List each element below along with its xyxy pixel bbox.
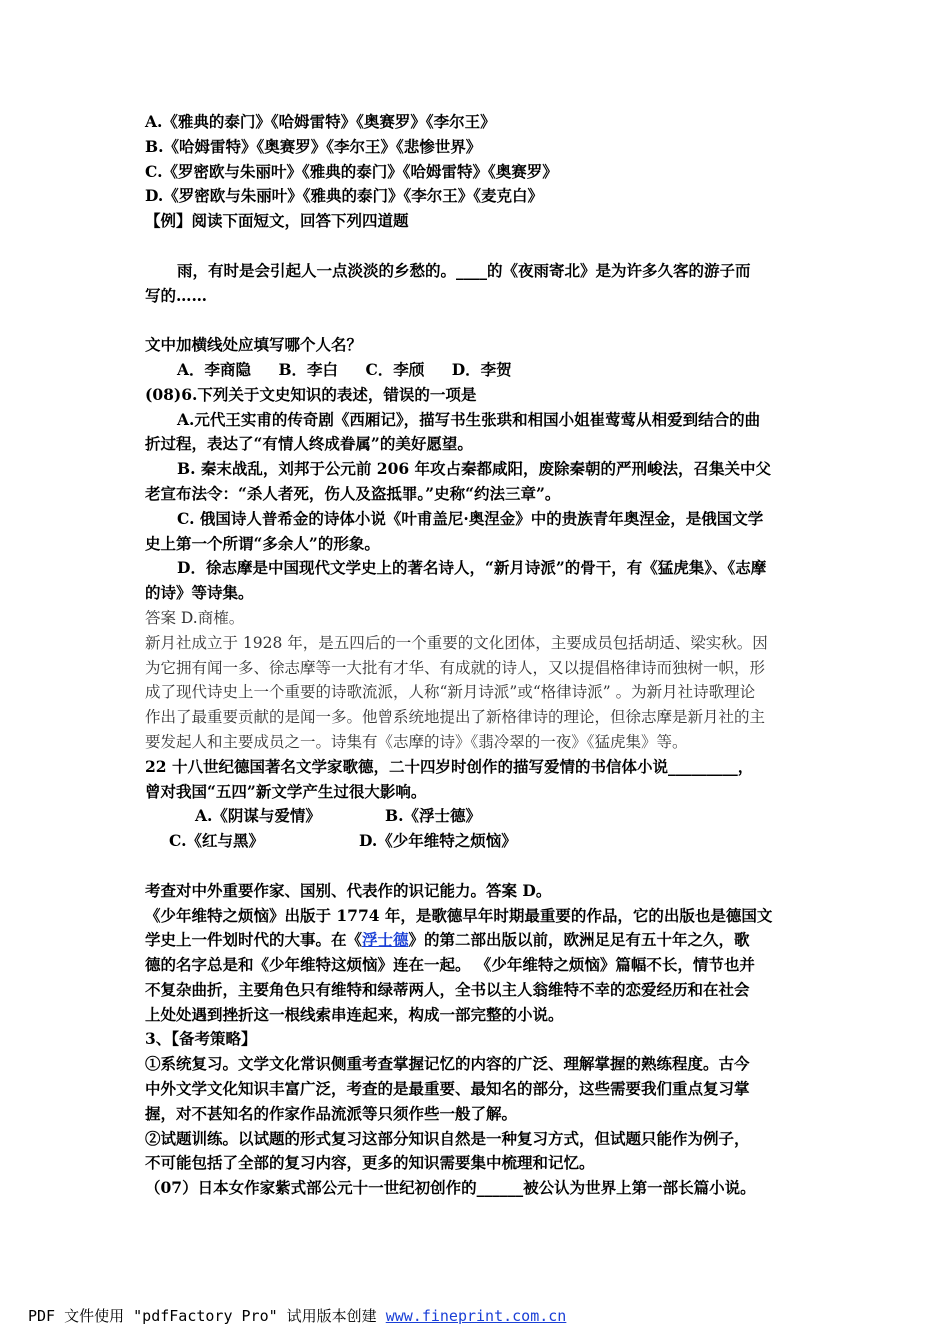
option-b-line: 老宣布法令：“杀人者死，伤人及盗抵罪。”史称“约法三章”。 — [145, 483, 561, 503]
strategy-line: 中外文学文化知识丰富广泛，考查的是最重要、最知名的部分，这些需要我们重点复习掌 — [145, 1079, 750, 1099]
options-row — [145, 829, 810, 854]
question-stem: 22 十八世纪德国著名文学家歌德，二十四岁时创作的描写爱情的书信体小说_________， — [145, 756, 754, 776]
example-heading: 【例】阅读下面短文，回答下列四道题 — [145, 211, 409, 231]
option-b-line: B. 秦末战乱，刘邦于公元前 206 年攻占秦都咸阳，废除秦朝的严刑峻法，召集关中父 — [177, 459, 772, 479]
option-d: D．李贺 — [451, 359, 512, 379]
option-b: B.《浮士德》 — [385, 806, 481, 826]
question-options — [145, 358, 810, 383]
pdf-footer — [28, 1305, 566, 1326]
option-d: D.《罗密欧与朱丽叶》《雅典的泰门》《李尔王》《麦克白》 — [145, 186, 544, 206]
strategy-line: ②试题训练。以试题的形式复习这部分知识自然是一种复习方式，但试题只能作为例子， — [145, 1128, 750, 1148]
option-d: D.《少年维特之烦恼》 — [359, 831, 517, 851]
explanation-line — [145, 928, 810, 953]
explanation-line: 不复杂曲折，主要角色只有维特和绿蒂两人，全书以主人翁维特不幸的恋爱经历和在社会 — [145, 979, 750, 999]
option-d-line: D．徐志摩是中国现代文学史上的著名诗人，“新月诗派”的骨干，有《猛虎集》、《志摩 — [177, 558, 767, 578]
explanation-line: 成了现代诗史上一个重要的诗歌流派，人称“新月诗派”或“格律诗派” 。为新月社诗歌理论 — [145, 683, 756, 702]
answer-line: 考查对中外重要作家、国别、代表作的识记能力。答案 D。 — [145, 880, 552, 900]
option-a: A．李商隐 — [177, 359, 252, 379]
footer-link[interactable]: www.fineprint.com.cn — [385, 1307, 567, 1325]
explanation-line: 要发起人和主要成员之一。诗集有《志摩的诗》《翡冷翠的一夜》《猛虎集》等。 — [145, 732, 688, 751]
option-a-line: 折过程，表达了“有情人终成眷属”的美好愿望。 — [145, 434, 473, 454]
option-d-line: 的诗》等诗集。 — [145, 583, 254, 603]
option-b: B.《哈姆雷特》《奥赛罗》《李尔王》《悲惨世界》 — [145, 136, 482, 156]
option-a: A.《阴谋与爱情》 — [195, 806, 321, 826]
question-stem: (08)6.下列关于文史知识的表述，错误的一项是 — [145, 384, 477, 404]
text-span: 》的第二部出版以前，欧洲足足有五十年之久，歌 — [408, 930, 750, 950]
option-c: C.《罗密欧与朱丽叶》《雅典的泰门》《哈姆雷特》《奥赛罗》 — [145, 161, 558, 181]
option-c: C.《红与黑》 — [169, 831, 264, 851]
passage-line: 写的…… — [145, 285, 208, 305]
option-a: A.《雅典的泰门》《哈姆雷特》《奥赛罗》《李尔王》 — [145, 112, 496, 131]
footer-text: PDF 文件使用 "pdfFactory Pro" 试用版本创建 — [28, 1307, 386, 1325]
explanation-line: 《少年维特之烦恼》出版于 1774 年，是歌德早年时期最重要的作品，它的出版也是德国文 — [145, 905, 773, 925]
options-row — [145, 804, 810, 829]
strategy-line: 不可能包括了全部的复习内容，更多的知识需要集中梳理和记忆。 — [145, 1153, 595, 1173]
option-b: B．李白 — [278, 359, 339, 379]
explanation-line: 为它拥有闻一多、徐志摩等一大批有才华、有成就的诗人，又以提倡格律诗而独树一帜，形 — [145, 658, 766, 677]
explanation-line: 新月社成立于 1928 年，是五四后的一个重要的文化团体，主要成员包括胡适、梁实秋。因 — [145, 633, 768, 652]
option-c-line: C. 俄国诗人普希金的诗体小说《叶甫盖尼·奥涅金》中的贵族青年奥涅金，是俄国文学 — [177, 508, 764, 528]
answer-line: 答案 D.商榷。 — [145, 608, 245, 627]
strategy-line: 握，对不甚知名的作家作品流派等只须作些一般了解。 — [145, 1103, 518, 1123]
option-c-line: 史上第一个所谓“多余人”的形象。 — [145, 533, 380, 553]
option-a-line: A.元代王实甫的传奇剧《西厢记》，描写书生张珙和相国小姐崔莺莺从相爱到结合的曲 — [177, 409, 761, 429]
question-stem: 文中加横线处应填写哪个人名？ — [145, 335, 363, 355]
explanation-line: 德的名字总是和《少年维特这烦恼》连在一起。 《少年维特之烦恼》篇幅不长，情节也并 — [145, 955, 755, 975]
passage-line: 雨，有时是会引起人一点淡淡的乡愁的。____的《夜雨寄北》是为许多久客的游子而 — [177, 260, 751, 280]
option-c: C．李颀 — [365, 359, 425, 379]
question-stem: 曾对我国“五四”新文学产生过很大影响。 — [145, 781, 427, 801]
explanation-line: 上处处遇到挫折这一根线索串连起来，构成一部完整的小说。 — [145, 1004, 564, 1024]
document-page — [145, 110, 810, 1201]
strategy-heading: 3、【备考策略】 — [145, 1029, 257, 1049]
question-stem: （07）日本女作家紫式部公元十一世纪初创作的______被公认为世界上第一部长篇小说。 — [145, 1178, 756, 1198]
explanation-line: 作出了最重要贡献的是闻一多。他曾系统地提出了新格律诗的理论，但徐志摩是新月社的主 — [145, 708, 766, 727]
text-span: 学史上一件划时代的大事。在《 — [145, 930, 363, 950]
faust-link[interactable]: 浮士德 — [362, 930, 409, 950]
strategy-line: ①系统复习。文学文化常识侧重考查掌握记忆的内容的广泛、理解掌握的熟练程度。古今 — [145, 1054, 750, 1074]
